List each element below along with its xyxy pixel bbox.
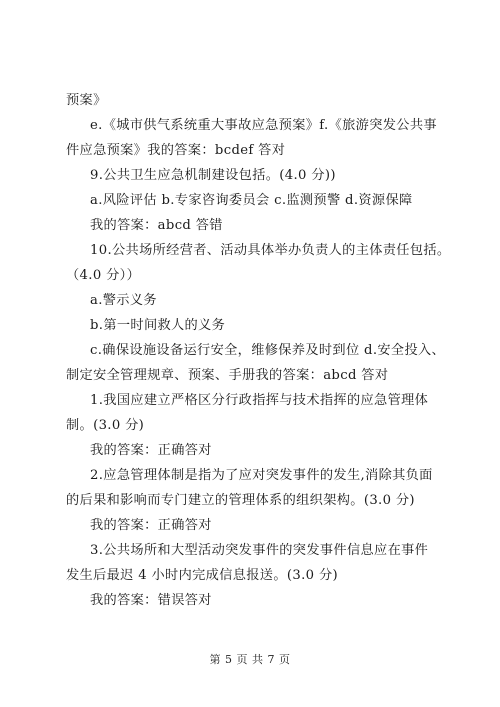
question-9-answer: 我的答案：abcd 答错 — [90, 218, 223, 233]
text-line-3: 件应急预案》我的答案：bcdef 答对 — [66, 143, 286, 158]
judgment-3-cont: 发生后最迟 4 小时内完成信息报送。(3.0 分) — [66, 568, 338, 583]
judgment-3-answer: 我的答案：错误答对 — [90, 593, 212, 608]
page-number: 第 5 页 共 7 页 — [209, 653, 291, 666]
question-10-answer: 制定安全管理规章、预案、手册我的答案：abcd 答对 — [66, 368, 389, 383]
judgment-2-answer: 我的答案：正确答对 — [90, 518, 212, 533]
judgment-1-answer: 我的答案：正确答对 — [90, 443, 212, 458]
question-10-option-b: b.第一时间救人的义务 — [90, 318, 226, 333]
judgment-3: 3.公共场所和大型活动突发事件的突发事件信息应在事件 — [90, 543, 429, 558]
question-10-score: （4.0 分）） — [66, 268, 141, 283]
judgment-1-cont: 制。(3.0 分) — [66, 418, 145, 433]
judgment-2-cont: 的后果和影响而专门建立的管理体系的组织架构。(3.0 分) — [66, 493, 415, 508]
text-line-2: e.《城市供气系统重大事故应急预案》f.《旅游突发公共事 — [90, 118, 437, 133]
judgment-1: 1.我国应建立严格区分行政指挥与技术指挥的应急管理体 — [90, 393, 429, 408]
question-9: 9.公共卫生应急机制建设包括。(4.0 分)) — [90, 168, 336, 183]
text-line-1: 预案》 — [66, 93, 107, 108]
question-10-option-a: a.警示义务 — [90, 293, 157, 308]
question-10: 10.公共场所经营者、活动具体举办负责人的主体责任包括。 — [90, 243, 451, 258]
judgment-2: 2.应急管理体制是指为了应对突发事件的发生,消除其负面 — [90, 468, 433, 483]
question-10-option-cd: c.确保设施设备运行安全，维修保养及时到位 d.安全投入、 — [90, 343, 446, 358]
question-9-options: a.风险评估 b.专家咨询委员会 c.监测预警 d.资源保障 — [90, 193, 413, 208]
document-body — [66, 88, 458, 613]
